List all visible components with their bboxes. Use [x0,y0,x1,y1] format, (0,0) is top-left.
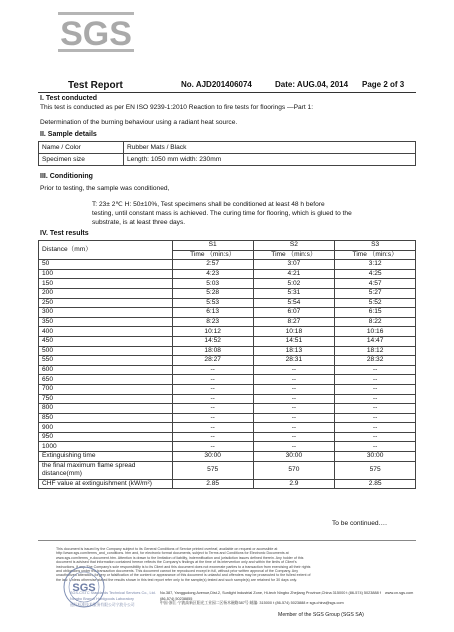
time-cell: 14:52 [172,336,253,346]
row-label: 500 [39,346,173,356]
conducted-line-2: Determination of the burning behaviour using a radiant heat source. [40,119,238,126]
time-cell: -- [335,365,416,375]
distance-header: Distance（mm） [39,241,173,260]
time-cell: 28:27 [172,356,253,366]
time-cell: 30:00 [253,452,335,462]
time-cell: 28:32 [335,356,416,366]
results-table [38,240,416,489]
time-cell: 10:16 [335,327,416,337]
time-cell: -- [253,384,335,394]
continued-note: To be continued…. [332,520,387,527]
time-cell: -- [172,384,253,394]
time-cell: -- [172,423,253,433]
sample-header-s1: S1 [172,241,253,251]
time-cell: -- [172,413,253,423]
table-row [39,365,416,375]
time-cell: 6:07 [253,308,335,318]
time-cell: 28:31 [253,356,335,366]
time-cell: 5:54 [253,298,335,308]
row-label-line: distance(mm) [42,470,82,478]
time-cell: -- [253,423,335,433]
time-cell: 5:27 [335,288,416,298]
time-cell: 2.9 [253,479,335,489]
time-cell: 575 [335,461,416,479]
time-header: Time （min:s） [253,250,335,260]
row-label: 450 [39,336,173,346]
header-divider [38,92,416,93]
row-label: 300 [39,308,173,318]
row-label: 200 [39,288,173,298]
conditioning-line-2: testing, until constant mass is achieved. The curing time for flooring, which is glued to the [92,210,352,217]
time-cell: 8:27 [253,317,335,327]
row-label: 550 [39,356,173,366]
table-row [39,269,416,279]
time-cell: -- [335,394,416,404]
member-note: Member of the SGS Group (SGS SA) [278,612,364,618]
stamp-text: SGS [72,582,96,594]
table-row [39,317,416,327]
time-cell: 2:57 [172,260,253,270]
sample-table [38,141,416,166]
company-name-cn: 通标标准技术服务有限公司宁波分公司 [70,603,135,607]
row-label: 50 [39,260,173,270]
time-cell: 575 [172,461,253,479]
table-row [39,423,416,433]
time-cell: -- [335,384,416,394]
report-number: No. AJD201406074 [181,80,252,89]
table-row [39,336,416,346]
footer-divider [38,540,416,541]
time-cell: 2.85 [172,479,253,489]
row-label: 650 [39,375,173,385]
row-label [39,461,173,479]
time-cell: -- [253,375,335,385]
time-cell: 6:13 [172,308,253,318]
row-label-line: the final maximum flame spread [42,462,136,470]
time-cell: 4:25 [335,269,416,279]
row-label: 950 [39,432,173,442]
time-cell: 2.85 [335,479,416,489]
sample-value: Length: 1050 mm width: 230mm [124,154,416,166]
conditioning-line-3: substrate, is at least three days. [92,219,186,226]
sample-value: Rubber Mats / Black [124,142,416,154]
time-cell: 14:51 [253,336,335,346]
conditioning-intro: Prior to testing, the sample was conditioned, [40,185,170,192]
report-date: Date: AUG.04, 2014 [275,80,349,89]
time-cell: 5:52 [335,298,416,308]
table-row [39,452,416,462]
table-row [39,479,416,489]
section-heading-sample: II. Sample details [40,131,97,138]
time-cell: 4:23 [172,269,253,279]
row-label: 750 [39,394,173,404]
time-cell: 570 [253,461,335,479]
time-cell: -- [253,365,335,375]
time-cell: 3:12 [335,260,416,270]
row-label: 100 [39,269,173,279]
time-cell: 30:00 [335,452,416,462]
address-en: No.387, Yanggudong Avenue,Dist.2, Sunlight Industrial Zone, Hi-tech Ningbo Zhejiang Province,China 315000 t (86-574) 5023888 f (86-574) 50238855 [160,591,381,601]
terms-text: This document is issued by the Company subject to its General Conditions of Service printed overleaf, available on request or accessible at http://www.sgs.com/terms_and_conditions. htm and, for electronic format documents, subject to Terms and Conditions for Electronic Documents at www.sgs.com/terms_e-document.htm. Attention is drawn to the limitation of liability, indemnification and jurisdiction issues defined therein. Any holder of this document is advised that information contained hereon reflects the Company's findings at the time of its intervention only and within the limits of Client's instructions, if any. The Company's sole responsibility is to its Client and this document does not exonerate parties to a transaction from exercising all their rights and obligations under the transaction documents. This document cannot be reproduced except in full, without prior written approval of the Company. Any unauthorized alteration, forgery or falsification of the content or appearance of this document is unlawful and offenders may be prosecuted to the fullest extent of the law. Unless otherwise stated the results shown in this test report refer only to the sample(s) tested and such sample(s) are retained for 30 days only. [56,547,311,582]
time-cell: 5:02 [253,279,335,289]
time-cell: 5:28 [172,288,253,298]
time-cell: 8:23 [172,317,253,327]
time-cell: -- [253,394,335,404]
time-cell: -- [172,365,253,375]
time-cell: 18:13 [253,346,335,356]
table-row [39,298,416,308]
time-cell: -- [335,375,416,385]
table-row [39,413,416,423]
time-cell: -- [335,404,416,414]
sample-header-s3: S3 [335,241,416,251]
conditioning-line-1: T: 23± 2℃ H: 50±10%, Test specimens shall be conditioned at least 48 h before [92,201,325,208]
time-cell: -- [253,442,335,452]
conducted-line-1: This test is conducted as per EN ISO 9239-1:2010 Reaction to fire tests for floorings —Part 1: [40,104,314,111]
row-label: 600 [39,365,173,375]
section-heading-conducted: I. Test conducted [40,95,98,102]
sample-header-s2: S2 [253,241,335,251]
time-cell: -- [253,413,335,423]
time-cell: 5:53 [172,298,253,308]
time-cell: 18:08 [172,346,253,356]
time-header: Time （min:s） [335,250,416,260]
company-name-en: SGS-CSTC Standards Technical Services Co., Ltd. [70,591,156,595]
sgs-logo [58,12,134,52]
table-row [39,394,416,404]
time-cell: 18:12 [335,346,416,356]
table-row [39,142,416,154]
table-row [39,384,416,394]
row-label: 400 [39,327,173,337]
sample-label: Name / Color [39,142,124,154]
row-label: 900 [39,423,173,433]
time-cell: 4:57 [335,279,416,289]
table-row [39,442,416,452]
time-cell: 10:12 [172,327,253,337]
logo-wordmark: SGS [60,15,132,52]
row-label: 850 [39,413,173,423]
sample-label: Specimen size [39,154,124,166]
time-cell: 10:18 [253,327,335,337]
table-row [39,461,416,479]
time-cell: 4:21 [253,269,335,279]
time-cell: -- [253,404,335,414]
time-cell: 14:47 [335,336,416,346]
table-row [39,308,416,318]
time-cell: -- [335,432,416,442]
company-branch-en: Ningbo Branch Hardgoods Laboratory [70,597,134,601]
row-label: 150 [39,279,173,289]
page-number: Page 2 of 3 [362,80,405,89]
row-label: 800 [39,404,173,414]
time-cell: -- [172,432,253,442]
table-row [39,260,416,270]
row-label: CHF value at extinguishment (kW/m²) [39,479,173,489]
time-cell: 30:00 [172,452,253,462]
time-cell: 6:15 [335,308,416,318]
table-row [39,404,416,414]
time-cell: -- [253,432,335,442]
time-cell: 8:22 [335,317,416,327]
section-heading-conditioning: III. Conditioning [40,173,93,180]
time-cell: 5:03 [172,279,253,289]
address-cn: 中国·浙江·宁波高新区阳光工业园二区杨木碗路387号 邮编: 315000 t (86-574) 5023888 e sgs.china@sgs.com [160,601,344,605]
table-row [39,356,416,366]
table-header-row [39,241,416,251]
time-cell: -- [335,442,416,452]
row-label: 250 [39,298,173,308]
row-label: 1000 [39,442,173,452]
time-cell: -- [335,413,416,423]
table-row [39,346,416,356]
time-cell: -- [172,442,253,452]
table-row [39,375,416,385]
row-label: 350 [39,317,173,327]
time-header: Time （min:s） [172,250,253,260]
table-row [39,279,416,289]
table-row [39,327,416,337]
time-cell: -- [172,404,253,414]
time-cell: -- [172,375,253,385]
table-row [39,154,416,166]
row-label: 700 [39,384,173,394]
table-row [39,432,416,442]
time-cell: -- [172,394,253,404]
row-label: Extinguishing time [39,452,173,462]
time-cell: 3:07 [253,260,335,270]
section-heading-results: IV. Test results [40,230,89,237]
website: www.cn.sgs.com [385,591,414,595]
report-title: Test Report [68,80,123,91]
table-row [39,288,416,298]
time-cell: 5:31 [253,288,335,298]
time-cell: -- [335,423,416,433]
